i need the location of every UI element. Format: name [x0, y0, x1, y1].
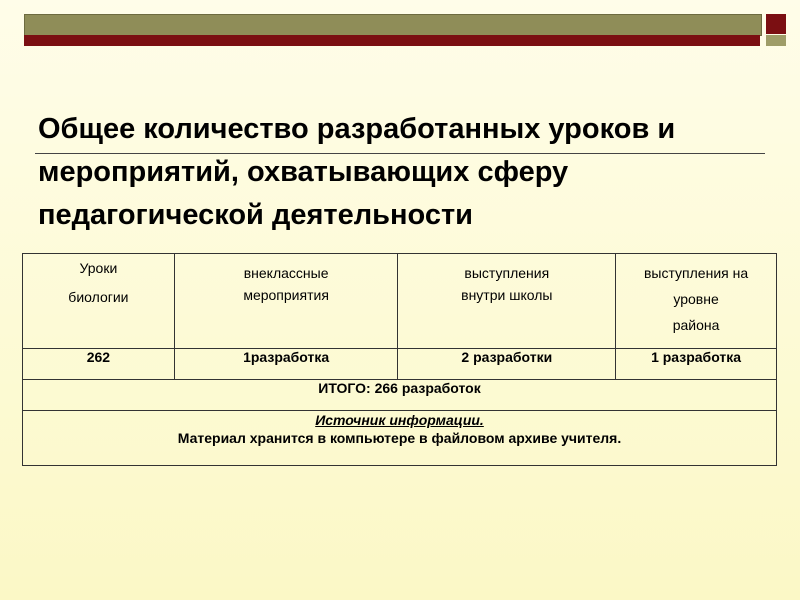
- table-source-row: [23, 411, 777, 466]
- slide-title: [38, 108, 778, 237]
- corner-square-olive: [766, 35, 786, 46]
- table-values-row: [23, 349, 777, 380]
- source-heading: Источник информации.: [315, 412, 484, 428]
- title-line: педагогической деятельности: [38, 199, 473, 231]
- header-cell-school-talks: выступления внутри школы: [398, 254, 616, 349]
- header-cell-extracurricular: внеклассные мероприятия: [174, 254, 398, 349]
- total-cell: ИТОГО: 266 разработок: [23, 380, 777, 411]
- value-cell: 262: [23, 349, 175, 380]
- lessons-table: [22, 253, 777, 466]
- header-cell-district-talks: выступления на уровне района: [616, 254, 777, 349]
- source-text: Материал хранится в компьютере в файловом архиве учителя.: [177, 430, 622, 446]
- corner-square-maroon: [766, 14, 786, 34]
- header-cell-biology: Уроки биологии: [23, 254, 175, 349]
- top-decorative-bar: [24, 14, 762, 36]
- value-cell: 1разработка: [174, 349, 398, 380]
- source-cell: [23, 411, 777, 466]
- title-underline: [35, 153, 765, 154]
- table-total-row: [23, 380, 777, 411]
- value-cell: 1 разработка: [616, 349, 777, 380]
- value-cell: 2 разработки: [398, 349, 616, 380]
- top-accent-bar: [24, 35, 760, 46]
- title-line: Общее количество разработанных уроков и: [38, 113, 676, 145]
- title-line: мероприятий, охватывающих сферу: [38, 156, 569, 188]
- table-header-row: [23, 254, 777, 349]
